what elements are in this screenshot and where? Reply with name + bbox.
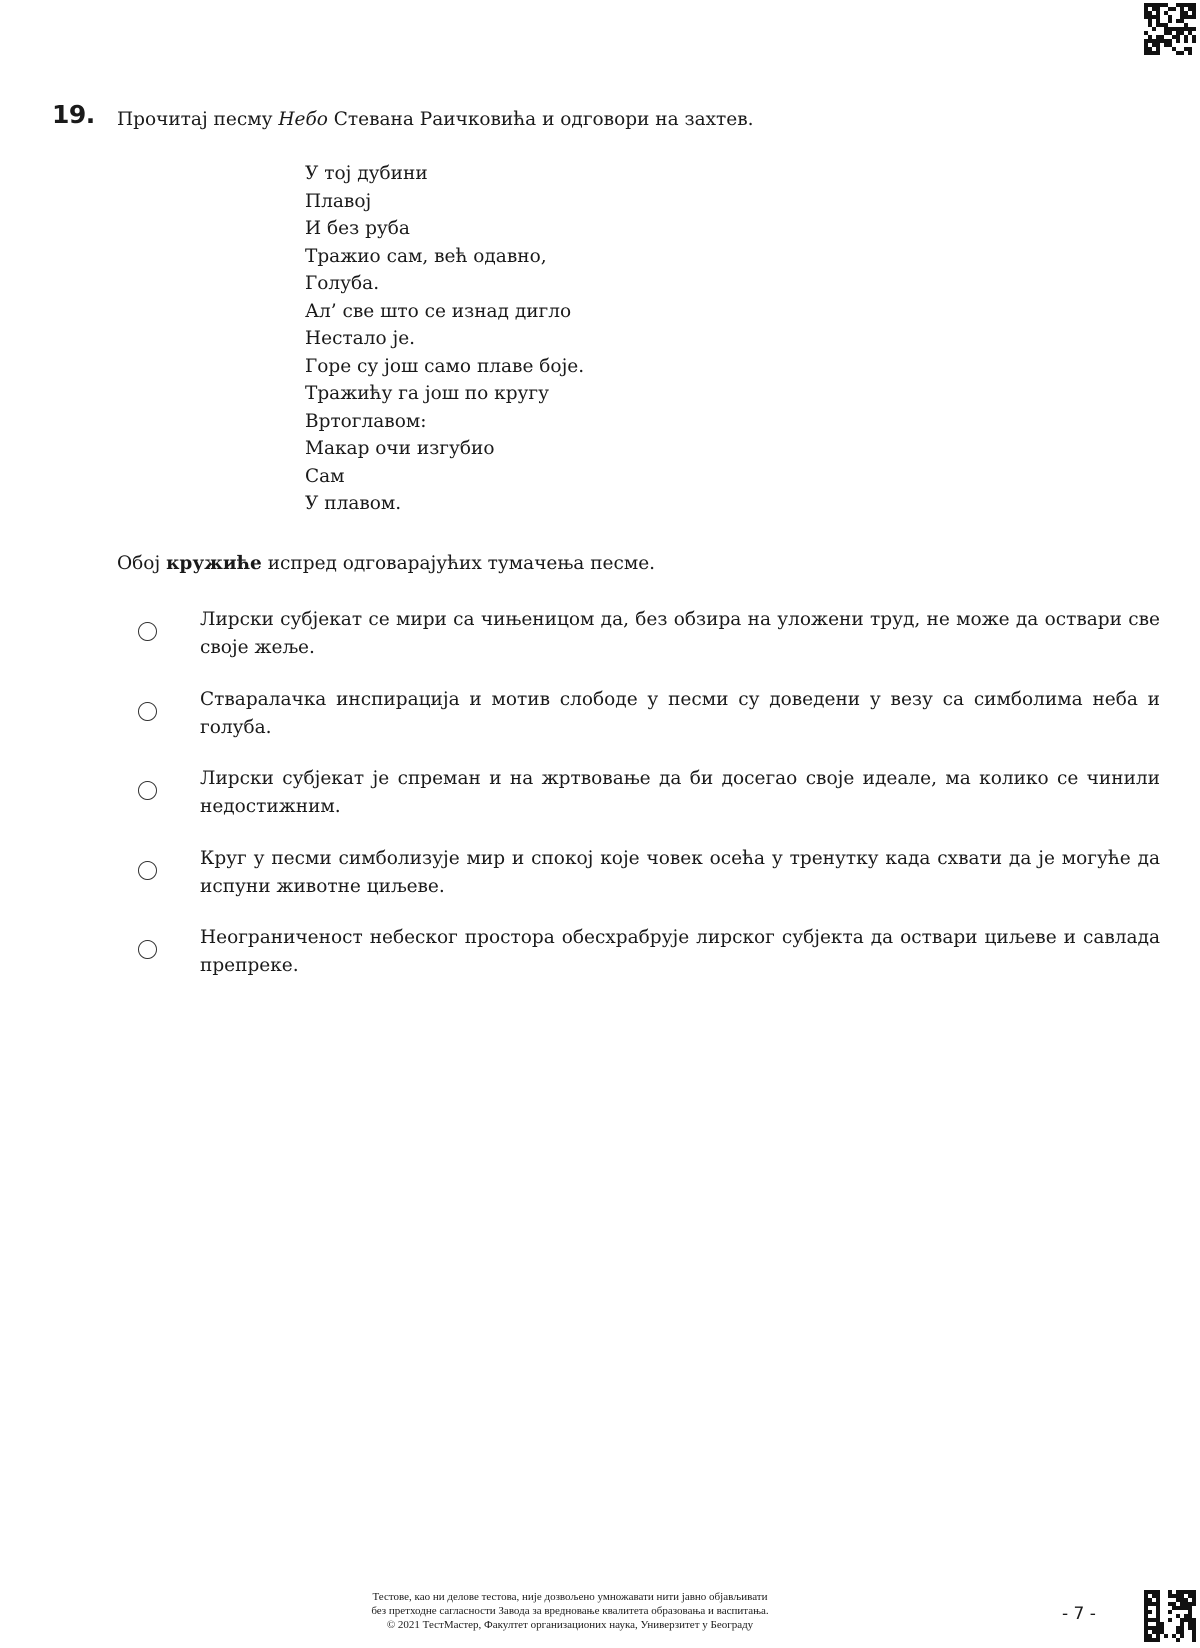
answer-option-text: Круг у песми симболизује мир и спокој које човек осећа у тренутку када схвати да је могуће да испуни животне циљеве. [200, 848, 1160, 897]
answer-radio[interactable] [138, 702, 157, 721]
poem-line: Макар очи изгубио [305, 438, 495, 459]
instruction-suffix: Стевана Раичковића и одговори на захтев. [327, 109, 754, 130]
poem-line: Ал’ све што се изнад дигло [305, 300, 572, 322]
footer-line: без претходне сагласности Завода за вредновање квалитета образовања и васпитања. [371, 1605, 769, 1617]
poem-line: Нестало је. [305, 328, 416, 349]
poem [305, 160, 584, 518]
poem-title: Небо [278, 109, 328, 130]
footer-line: © 2021 ТестМастер, Факултет организационих наука, Универзитет у Београду [386, 1619, 754, 1631]
poem-line: Горе су још само плаве боје. [305, 355, 585, 377]
answer-option-text: Лирски субјекат се мири са чињеницом да, без обзира на уложени труд, не може да оствари све своје жеље. [200, 609, 1160, 658]
answer-option-text: Стваралачка инспирација и мотив слободе у песми су доведени у везу са симболима неба и голуба. [200, 689, 1160, 738]
poem-line: У плавом. [305, 493, 402, 514]
poem-line: Вртоглавом: [305, 410, 427, 432]
instruction-prefix: Прочитај песму [117, 109, 279, 130]
copyright-footer [300, 1590, 840, 1632]
task-instruction [117, 551, 655, 577]
answer-option-text: Лирски субјекат је спреман и на жртвовање да би досегао своје идеале, ма колико се чинили недостижним. [200, 768, 1160, 817]
page-number: - 7 - [1062, 1604, 1096, 1624]
question-instruction [117, 107, 754, 133]
task-bold-word: кружиће [166, 553, 262, 574]
poem-line: Сам [305, 465, 345, 487]
poem-line: Тражио сам, већ одавно, [305, 245, 547, 267]
answer-option-text: Неограниченост небеског простора обесхрабрује лирског субјекта да оствари циљеве и савлада препреке. [200, 927, 1160, 976]
poem-line: Тражићу га још по кругу [305, 383, 550, 404]
answer-radio[interactable] [138, 861, 157, 880]
poem-line: Плавој [305, 190, 372, 212]
qr-code-icon [1144, 3, 1196, 55]
qr-code-icon [1144, 1590, 1196, 1642]
task-prefix: Обој [117, 553, 167, 574]
answer-radio[interactable] [138, 940, 157, 959]
footer-line: Тестове, као ни делове тестова, није дозвољено умножавати нити јавно објављивати [372, 1591, 768, 1603]
poem-line: У тој дубини [305, 163, 428, 184]
answer-radio[interactable] [138, 622, 157, 641]
poem-line: Голуба. [305, 273, 380, 294]
task-suffix: испред одговарајућих тумачења песме. [261, 553, 656, 574]
answer-radio[interactable] [138, 781, 157, 800]
poem-line: И без руба [305, 218, 410, 239]
question-number: 19. [52, 100, 95, 129]
